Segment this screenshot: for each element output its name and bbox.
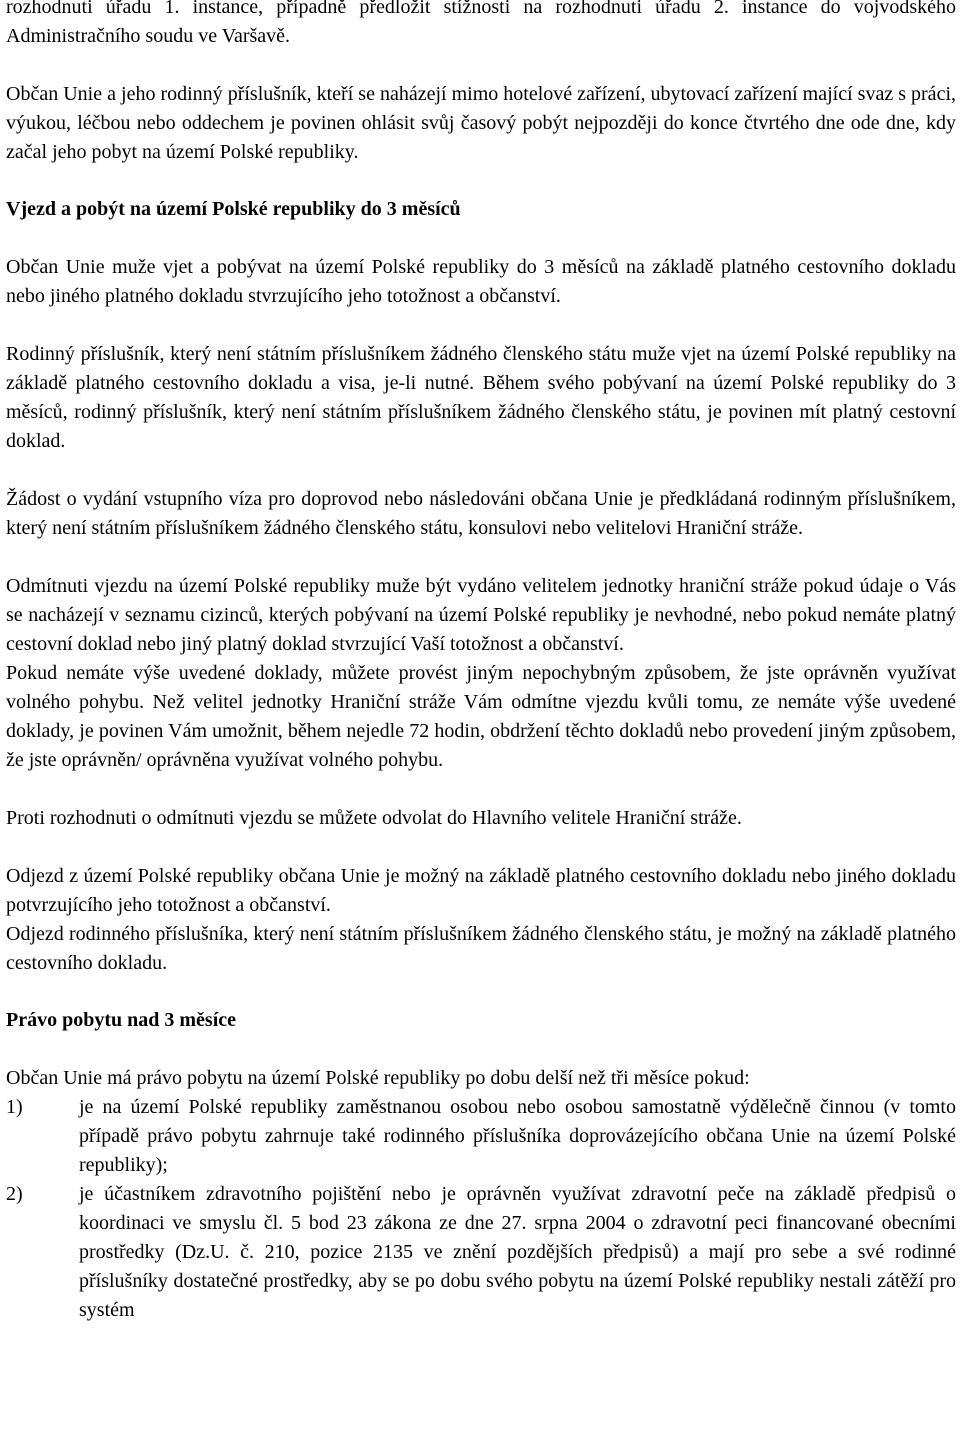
section-heading-entry: Vjezd a pobýt na území Polské republiky do 3 měsíců [6,198,461,220]
entry-paragraph-4: Odmítnuti vjezdu na území Polské republiky muže být vydáno velitelem jednotky hraniční stráže pokud údaje o Vás se nacházejí v seznamu cizinců, kterých pobývaní na území Polské republiky je nevhodné, nebo pokud nemáte platný cestovní doklad nebo jiný platný doklad stvrzující Vaší totožnost a občanství. [6,575,956,655]
entry-paragraph-7: Odjezd z území Polské republiky občana Unie je možný na základě platného cestovního dokladu nebo jiného dokladu potvrzujícího jeho totožnost a občanství. [6,865,956,916]
list-item [6,1093,956,1180]
entry-paragraph-6: Proti rozhodnuti o odmítnuti vjezdu se můžete odvolat do Hlavního velitele Hraniční stráže. [6,807,742,829]
list-item-number: 2) [6,1183,23,1205]
list-item-text: je účastníkem zdravotního pojištění nebo je oprávněn využívat zdravotní peče na základě předpisů o koordinaci ve smyslu čl. 5 bod 23 zákona ze dne 27. srpna 2004 o zdravotní peci financované obecními prostředky (Dz.U. č. 210, pozice 2135 ve znění pozdějších předpisů) a mají pro sebe a své rodinné příslušníky dostatečné prostředky, aby se po dobu svého pobytu na území Polské republiky nestali zátěží pro systém [79,1183,956,1321]
entry-paragraph-2: Rodinný příslušník, který není státním příslušníkem žádného členského státu muže vjet na území Polské republiky na základě platného cestovního dokladu a visa, je-li nutné. Během svého pobývaní na území Polské republiky do 3 měsíců, rodinný příslušník, který není státním příslušníkem žádného členského státu, je povinen mít platný cestovní doklad. [6,343,956,452]
entry-paragraph-8: Odjezd rodinného příslušníka, který není státním příslušníkem žádného členského státu, je možný na základě platného cestovního dokladu. [6,923,956,974]
entry-paragraph-1: Občan Unie muže vjet a pobývat na území Polské republiky do 3 měsíců na základě platného cestovního dokladu nebo jiného platného dokladu stvrzujícího jeho totožnost a občanství. [6,256,956,307]
residence-intro: Občan Unie má právo pobytu na území Polské republiky po dobu delší než tři měsíce pokud: [6,1067,750,1089]
entry-paragraph-5: Pokud nemáte výše uvedené doklady, můžete provést jiným nepochybným způsobem, že jste oprávněn využívat volného pohybu. Než velitel jednotky Hraniční stráže Vám odmítne vjezdu kvůli tomu, ze nemáte výše uvedené doklady, je povinen Vám umožnit, během nejedle 72 hodin, obdržení těchto dokladů nebo provedení jiným způsobem, že jste oprávněn/ oprávněna využívat volného pohybu. [6,662,956,771]
list-item [6,1180,956,1325]
intro-paragraph-2: Občan Unie a jeho rodinný příslušník, kteří se naházejí mimo hotelové zařízení, ubytovací zařízení mající svaz s práci, výukou, léčbou nebo oddechem je povinen ohlásit svůj časový pobýt nejpozději do konce čtvrtého dne ode dne, kdy začal jeho pobyt na území Polské republiky. [6,83,956,163]
list-item-number: 1) [6,1096,23,1118]
intro-paragraph-1: rozhodnuti úřadu 1. instance, případně předložit stížnosti na rozhodnuti úřadu 2. instance do vojvodského Administračního soudu ve Varšavě. [6,0,956,47]
section-heading-residence: Právo pobytu nad 3 měsíce [6,1009,236,1031]
list-item-text: je na území Polské republiky zaměstnanou osobou nebo osobou samostatně výdělečně činnou (v tomto případě právo pobytu zahrnuje také rodinného příslušníka doprovázejícího občana Unie na území Polské republiky); [79,1096,956,1176]
document-page [6,0,956,1325]
entry-paragraph-3: Žádost o vydání vstupního víza pro doprovod nebo následováni občana Unie je předkládaná rodinným příslušníkem, který není státním příslušníkem žádného členského státu, konsulovi nebo velitelovi Hraniční stráže. [6,488,956,539]
